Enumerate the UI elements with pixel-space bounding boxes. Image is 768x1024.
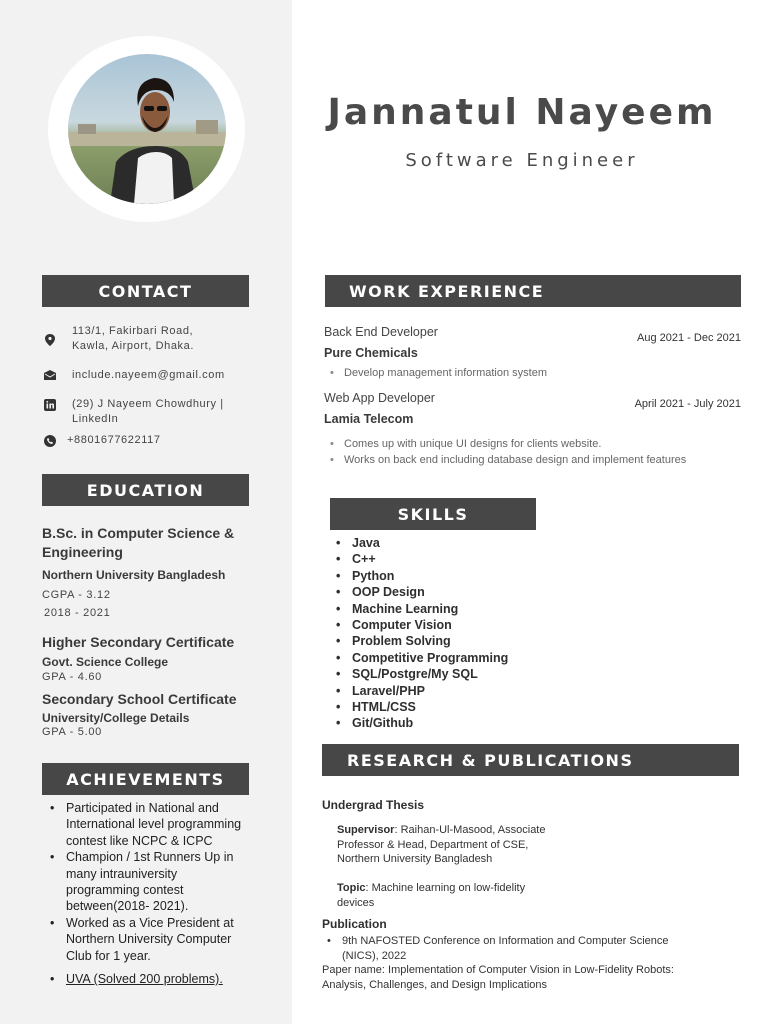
job-company: Lamia Telecom: [324, 412, 414, 426]
skills-heading: SKILLS: [330, 498, 536, 530]
achievements-heading: ACHIEVEMENTS: [42, 763, 249, 795]
candidate-name: Jannatul Nayeem: [327, 92, 717, 133]
topic-text: : Machine learning on low-fidelity devices: [337, 882, 526, 909]
phone-icon: [44, 435, 56, 447]
job-title: Back End Developer: [324, 325, 438, 339]
work-experience-heading: WORK EXPERIENCE: [325, 275, 741, 307]
thesis-heading: Undergrad Thesis: [322, 798, 425, 812]
job-bullets: [324, 436, 744, 468]
email-icon: [44, 369, 56, 381]
person-illustration: [68, 54, 226, 204]
candidate-role: Software Engineer: [405, 150, 639, 171]
job-company: Pure Chemicals: [324, 346, 418, 360]
education-gpa: CGPA - 3.12: [42, 589, 111, 601]
education-degree: Higher Secondary Certificate: [42, 634, 235, 650]
job-date: Aug 2021 - Dec 2021: [637, 332, 741, 344]
topic-label: Topic: [337, 882, 366, 894]
education-degree: B.Sc. in Computer Science & Engineering: [42, 525, 235, 560]
education-gpa: GPA - 4.60: [42, 671, 102, 683]
list-item: • OOP Design: [330, 584, 508, 600]
list-item: • Worked as a Vice President at Northern University Computer Club for 1 year.: [44, 915, 249, 964]
contact-phone[interactable]: +8801677622117: [67, 434, 161, 446]
thesis-supervisor: [337, 823, 547, 867]
contact-linkedin[interactable]: (29) J Nayeem Chowdhury | LinkedIn: [72, 398, 224, 425]
achievements-list: [44, 800, 249, 987]
publication-list: [322, 934, 702, 963]
job-date: April 2021 - July 2021: [634, 398, 741, 410]
list-item: • Comes up with unique UI designs for clients website.: [324, 436, 744, 452]
list-item: • 9th NAFOSTED Conference on Information and Computer Science (NICS), 2022: [327, 935, 669, 962]
education-school: University/College Details: [42, 711, 190, 725]
uva-link[interactable]: UVA (Solved 200 problems).: [66, 972, 223, 987]
list-item: • Python: [330, 568, 508, 584]
list-item: • Java: [330, 535, 508, 551]
list-item: • Champion / 1st Runners Up in many intrauniversity programming contest between(2018- 2021).: [44, 849, 249, 915]
supervisor-text: : Raihan-Ul-Masood, Associate Professor & Head, Department of CSE, Northern University Bangladesh: [337, 824, 546, 866]
list-item: • Competitive Programming: [330, 650, 508, 666]
contact-heading: CONTACT: [42, 275, 249, 307]
list-item: • Develop management information system: [324, 365, 547, 381]
list-item: • Computer Vision: [330, 617, 508, 633]
list-item: • Machine Learning: [330, 601, 508, 617]
education-degree: Secondary School Certificate: [42, 691, 237, 707]
education-gpa: GPA - 5.00: [42, 726, 102, 738]
education-heading: EDUCATION: [42, 474, 249, 506]
education-school: Northern University Bangladesh: [42, 568, 226, 582]
linkedin-icon: [44, 399, 56, 411]
education-school: Govt. Science College: [42, 655, 169, 669]
paper-name: Paper name: Implementation of Computer Vision in Low-Fidelity Robots: Analysis, Challenges, and Design Implications: [322, 964, 674, 991]
publication-heading: Publication: [322, 917, 387, 931]
contact-email[interactable]: include.nayeem@gmail.com: [72, 369, 225, 381]
list-item: • Works on back end including database design and implement features: [324, 452, 744, 468]
research-heading: RESEARCH & PUBLICATIONS: [322, 744, 739, 776]
location-pin-icon: [44, 334, 56, 346]
profile-photo: [68, 54, 226, 204]
job-bullets: [324, 365, 547, 381]
list-item: • Problem Solving: [330, 633, 508, 649]
job-title: Web App Developer: [324, 391, 435, 405]
list-item: • Git/Github: [330, 715, 508, 731]
supervisor-label: Supervisor: [337, 824, 395, 836]
contact-address: 113/1, Fakirbari Road, Kawla, Airport, Dhaka.: [72, 325, 195, 352]
list-item: • C++: [330, 551, 508, 567]
list-item: • Participated in National and International level programming contest like NCPC & ICPC: [44, 800, 249, 849]
list-item: [44, 971, 249, 987]
list-item: • Laravel/PHP: [330, 683, 508, 699]
list-item: • HTML/CSS: [330, 699, 508, 715]
thesis-topic: [337, 881, 547, 910]
education-years: 2018 - 2021: [44, 607, 111, 619]
skills-list: [330, 535, 508, 732]
list-item: • SQL/Postgre/My SQL: [330, 666, 508, 682]
